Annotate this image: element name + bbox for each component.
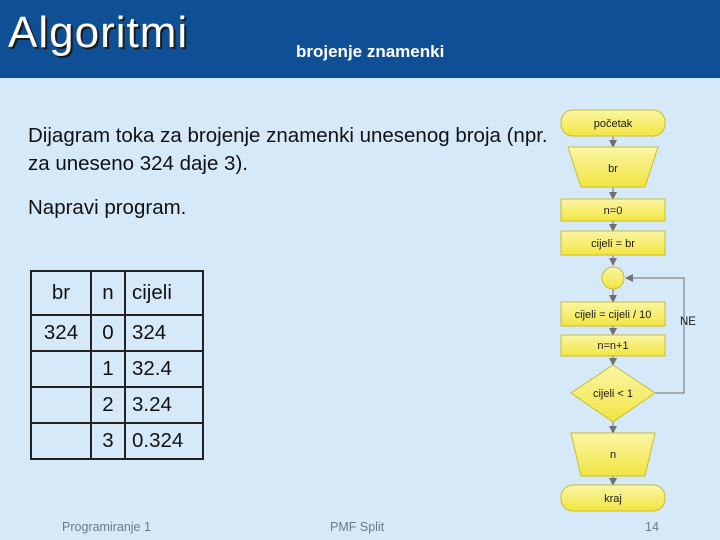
table-cell: 1 xyxy=(91,351,125,387)
increment-label: n=n+1 xyxy=(597,340,629,352)
table-cell: 2 xyxy=(91,387,125,423)
start-label: početak xyxy=(593,118,633,130)
table-cell: 324 xyxy=(125,315,203,351)
slide-subtitle: brojenje znamenki xyxy=(296,42,445,61)
init-n-label: n=0 xyxy=(603,205,623,217)
table-cell: 32.4 xyxy=(125,351,203,387)
table-cell: 3 xyxy=(91,423,125,459)
output-label: n xyxy=(609,449,617,461)
init-cijeli-label: cijeli = br xyxy=(591,238,635,250)
footer-institution: PMF Split xyxy=(330,520,385,534)
header-cell-n: n xyxy=(91,271,125,315)
header-cell-br: br xyxy=(31,271,91,315)
footer-page-number: 14 xyxy=(645,520,659,534)
end-label: kraj xyxy=(604,493,622,505)
no-branch-label: NE xyxy=(680,316,696,328)
table-cell: 0 xyxy=(91,315,125,351)
input-label: br xyxy=(608,163,618,175)
condition-label: cijeli < 1 xyxy=(592,388,634,400)
footer-course: Programiranje 1 xyxy=(62,520,151,534)
instruction-text: Napravi program. xyxy=(28,196,187,219)
divide-label: cijeli = cijeli / 10 xyxy=(574,309,652,321)
description-text: Dijagram toka za brojenje znamenki unesenog broja (npr. za uneseno 324 daje 3). xyxy=(28,124,548,175)
slide-title: Algoritmi xyxy=(8,8,189,57)
junction-point xyxy=(602,267,624,289)
table-cell: 3.24 xyxy=(125,387,203,423)
header-cell-cijeli: cijeli xyxy=(125,271,203,315)
table-cell: 0.324 xyxy=(125,423,203,459)
table-cell: 324 xyxy=(31,315,91,351)
